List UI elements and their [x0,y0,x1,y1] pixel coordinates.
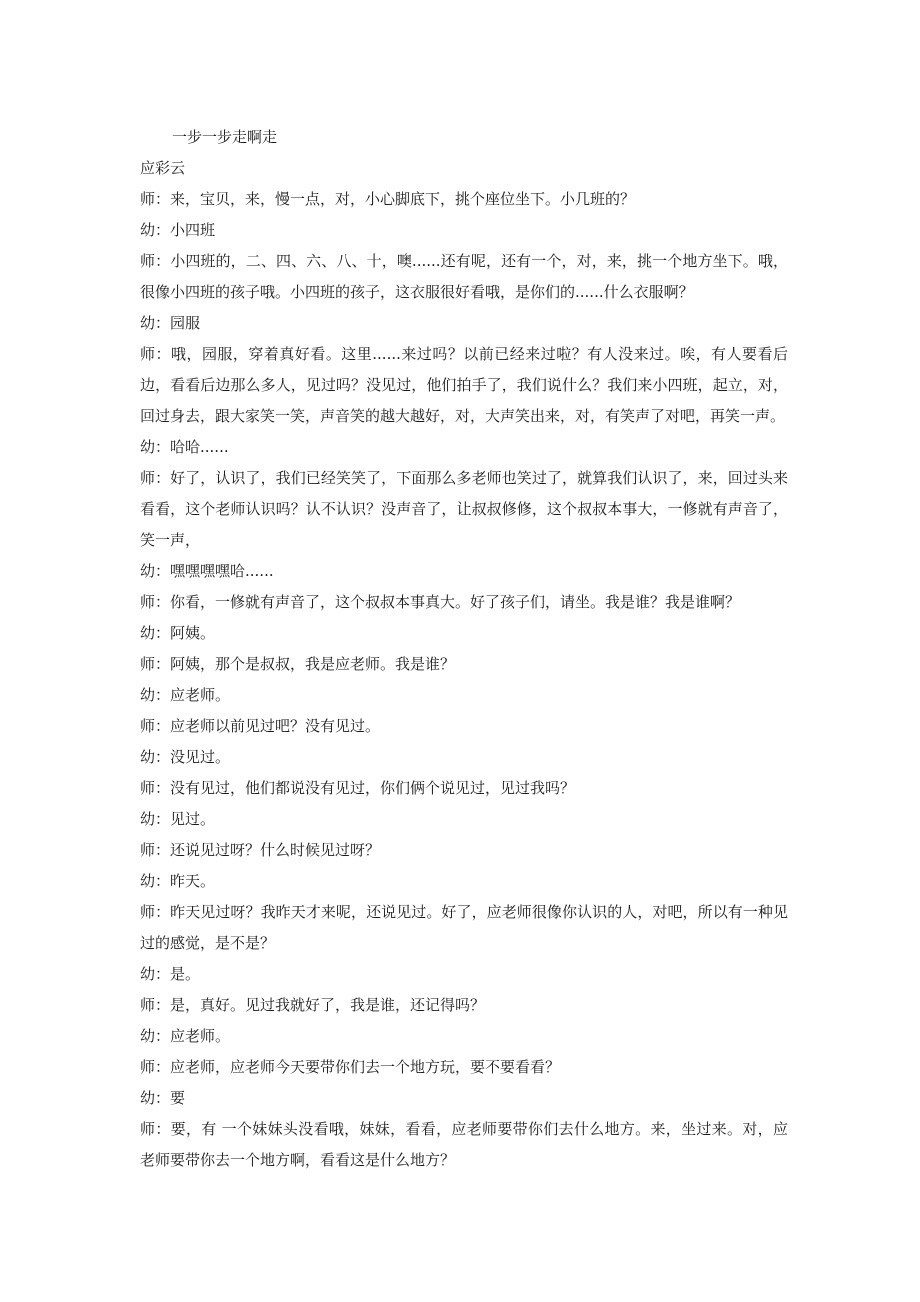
dialogue-line: 师：没有见过，他们都说没有见过，你们俩个说见过，见过我吗？ [140,779,576,797]
dialogue-line: 师：你看，一修就有声音了，这个叔叔本事真大。好了孩子们，请坐。我是谁？我是谁啊？ [140,593,741,611]
dialogue-line: 师：还说见过呀？什么时候见过呀？ [140,841,381,859]
document-body [140,122,788,1176]
dialogue-lines [140,184,788,1176]
dialogue-line: 师：是，真好。见过我就好了，我是谁，还记得吗？ [140,996,486,1014]
dialogue-line: 幼：小四班 [140,221,216,239]
dialogue-line: 师：阿姨，那个是叔叔，我是应老师。我是谁？ [140,655,456,673]
dialogue-line: 幼：见过。 [140,810,216,828]
dialogue-line: 师：昨天见过呀？我昨天才来呢，还说见过。好了，应老师很像你认识的人，对吧，所以有一种见过的感觉，是不是？ [140,903,788,952]
dialogue-line: 师：好了，认识了，我们已经笑笑了，下面那么多老师也笑过了，就算我们认识了，来，回过头来看看，这个老师认识吗？认不认识？没声音了，让叔叔修修，这个叔叔本事大，一修就有声音了，笑一声， [140,469,788,549]
dialogue-line: 师：来，宝贝，来，慢一点，对，小心脚底下，挑个座位坐下。小几班的？ [140,190,636,208]
dialogue-line: 幼：昨天。 [140,872,216,890]
dialogue-line: 幼：阿姨。 [140,624,216,642]
dialogue-line: 师：应老师，应老师今天要带你们去一个地方玩，要不要看看？ [140,1058,561,1076]
dialogue-line: 幼：嘿嘿嘿嘿哈...... [140,562,274,580]
document-author: 应彩云 [140,159,186,177]
dialogue-line: 幼：是。 [140,965,201,983]
dialogue-line: 师：小四班的，二、四、六、八、十，噢......还有呢，还有一个，对，来，挑一个地方坐下。哦，很像小四班的孩子哦。小四班的孩子，这衣服很好看哦，是你们的......什么衣服啊？ [140,252,788,301]
dialogue-line: 师：要，有 一个妹妹头没看哦，妹妹，看看，应老师要带你们去什么地方。来，坐过来。对，应老师要带你去一个地方啊，看看这是什么地方？ [140,1120,788,1169]
dialogue-line: 幼：要 [140,1089,186,1107]
dialogue-line: 师：应老师以前见过吧？没有见过。 [140,717,381,735]
dialogue-line: 幼：园服 [140,314,201,332]
dialogue-line: 幼：应老师。 [140,1027,231,1045]
dialogue-line: 幼：没见过。 [140,748,231,766]
dialogue-line: 师：哦，园服，穿着真好看。这里......来过吗？以前已经来过啦？有人没来过。唉，有人要看后边，看看后边那么多人，见过吗？没见过，他们拍手了，我们说什么？我们来小四班，起立，对，回过身去，跟大家笑一笑，声音笑的越大越好，对，大声笑出来，对，有笑声了对吧，再笑一声。 [140,345,788,425]
dialogue-line: 幼：哈哈...... [140,438,229,456]
dialogue-line: 幼：应老师。 [140,686,231,704]
document-title: 一步一步走啊走 [172,128,278,146]
